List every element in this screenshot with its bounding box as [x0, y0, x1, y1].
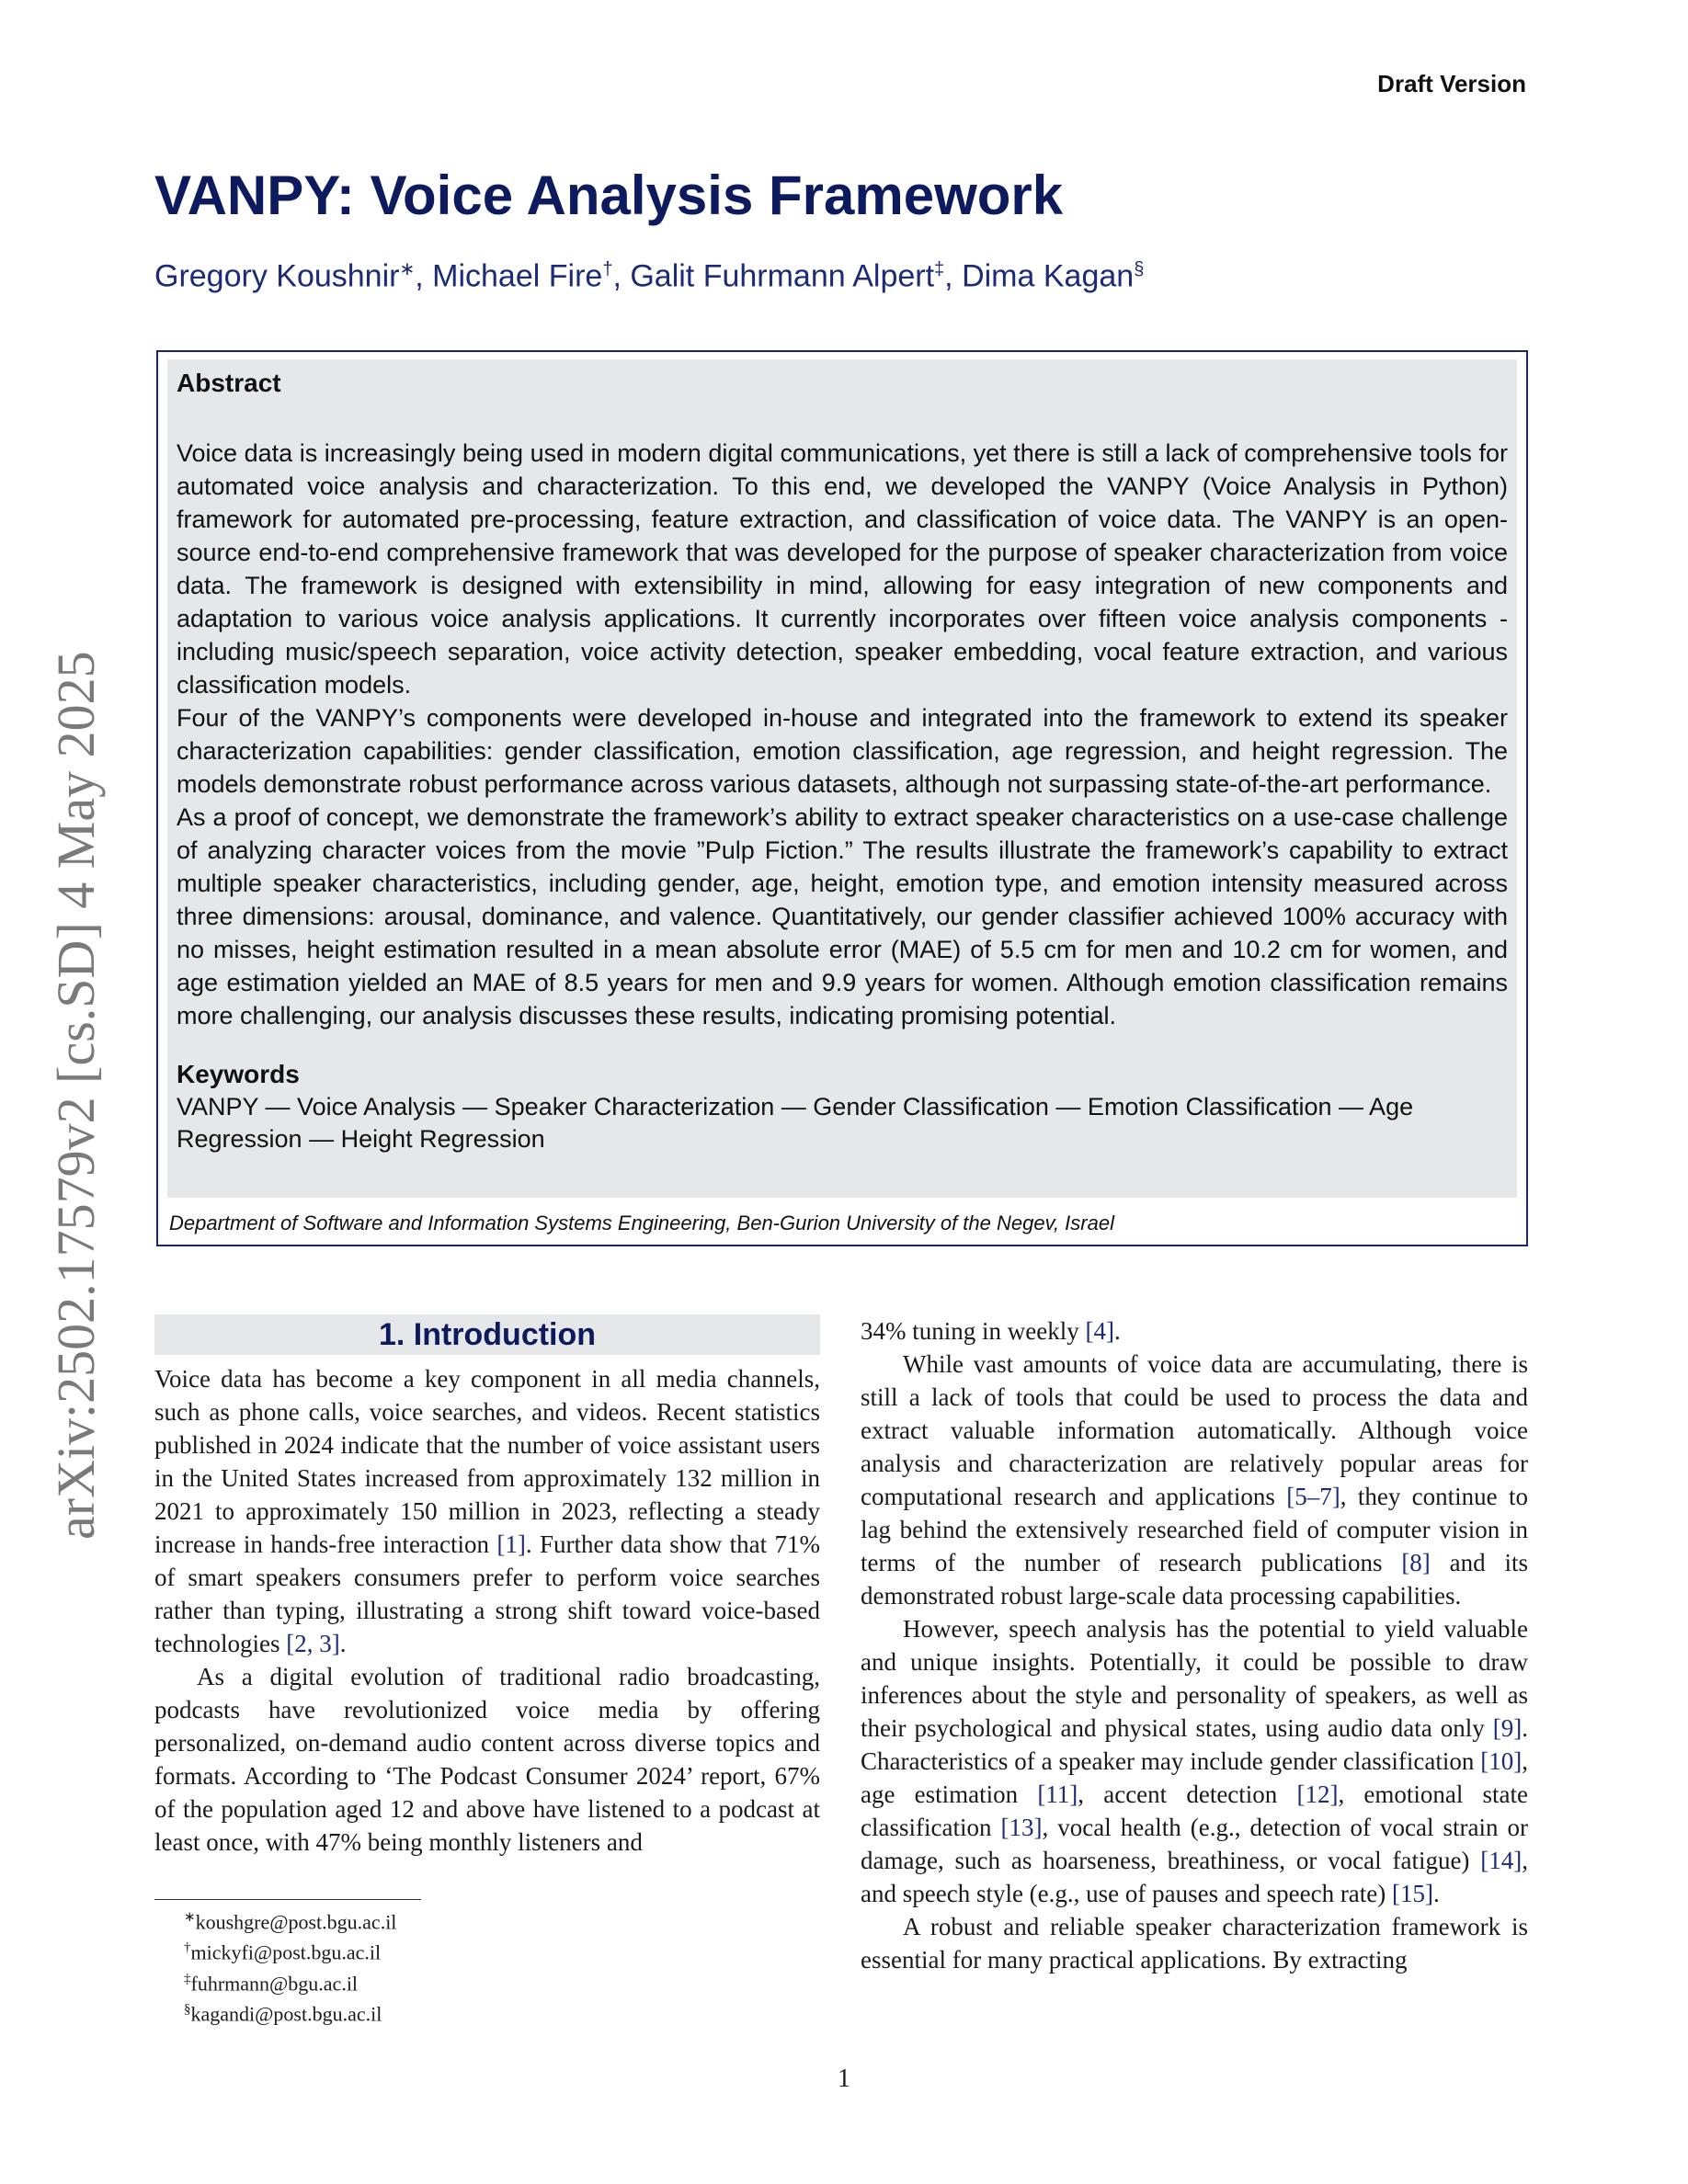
text-run: However, speech analysis has the potential to yield valuable and unique insights. Potentially, it could be possible to draw inferences about the style and personality of speakers, as well as their psychological and physical states, using audio data only — [861, 1615, 1528, 1742]
citation-link[interactable]: [4] — [1085, 1317, 1114, 1345]
text-run: , age estimation — [861, 1747, 1528, 1808]
abstract-heading: Abstract — [177, 369, 281, 397]
footnote-email[interactable]: koushgre@post.bgu.ac.il — [195, 1910, 397, 1934]
intro-paragraph: As a digital evolution of traditional radio broadcasting, podcasts have revolutionized voice media by offering personalized, on-demand audio content across diverse topics and formats. According to ‘The Podcast Consumer 2024’ report, 67% of the population aged 12 and above have listened to a podcast at least once, with 47% being monthly listeners and — [154, 1663, 820, 1856]
text-run: , accent detection — [1078, 1780, 1297, 1808]
intro-paragraph — [861, 1314, 1528, 1348]
keywords-list: VANPY — Voice Analysis — Speaker Characterization — Gender Classification — Emotion Classification — Age Regression — Height Regression — [177, 1093, 1414, 1153]
paper-title: VANPY: Voice Analysis Framework — [154, 165, 1064, 226]
author-mark: § — [1134, 259, 1145, 279]
text-run: . Characteristics of a speaker may include gender classification — [861, 1714, 1528, 1775]
text-run: While vast amounts of voice data are accumulating, there is still a lack of tools that could be used to process the data and extract valuable information automatically. Although voice analysis and characterization are relatively popular areas for computational research and applications — [861, 1350, 1528, 1510]
author-list: Gregory Koushnir∗, Michael Fire†, Galit Fuhrmann Alpert‡, Dima Kagan§ — [154, 258, 1145, 294]
footnote-item — [184, 1935, 396, 1965]
footnote-item — [184, 1966, 396, 1996]
footnote-email[interactable]: fuhrmann@bgu.ac.il — [190, 1971, 359, 1995]
footnote-divider — [154, 1899, 421, 1900]
text-run: , vocal health (e.g., detection of vocal strain or damage, such as hoarseness, breathiness, or vocal fatigue) — [861, 1814, 1528, 1874]
arxiv-sidebar-id: arXiv:2502.17579v2 [cs.SD] 4 May 2025 — [46, 651, 106, 1540]
text-run: , emotional state classification — [861, 1780, 1529, 1841]
text-run: . — [1113, 1317, 1121, 1345]
citation-link[interactable]: [8] — [1401, 1549, 1431, 1576]
affiliation: Department of Software and Information Systems Engineering, Ben-Gurion University of the Negev, Israel — [169, 1211, 1114, 1234]
author-name: Dima Kagan — [962, 258, 1135, 294]
footnote-mark: † — [184, 1940, 191, 1956]
author-mark: ∗ — [399, 259, 416, 279]
text-run: . — [339, 1630, 347, 1657]
author-name: Gregory Koushnir — [154, 258, 400, 294]
right-column — [861, 1314, 1528, 1976]
footnotes — [184, 1905, 396, 2027]
citation-link[interactable]: [2, 3] — [286, 1630, 340, 1657]
page-number: 1 — [838, 2065, 850, 2093]
citation-link[interactable]: [1] — [496, 1530, 526, 1558]
text-run: . Further data show that 71% of smart speakers consumers prefer to perform voice searches rather than typing, illustrating a strong shift toward voice-based technologies — [154, 1530, 820, 1657]
section-heading-introduction: 1. Introduction — [154, 1314, 820, 1355]
citation-link[interactable]: [5–7] — [1286, 1483, 1340, 1510]
intro-paragraph — [861, 1612, 1528, 1910]
footnote-item — [184, 1996, 396, 2027]
footnote-email[interactable]: kagandi@post.bgu.ac.il — [190, 2002, 382, 2026]
left-column — [154, 1314, 820, 1859]
citation-link[interactable]: [11] — [1037, 1780, 1078, 1808]
text-run: 34% tuning in weekly — [861, 1317, 1086, 1345]
abstract-paragraph: Voice data is increasingly being used in modern digital communications, yet there is still a lack of comprehensive tools for automated voice analysis and characterization. To this end, we developed the VANPY (Voice Analysis in Python) framework for automated pre-processing, feature extraction, and classification of voice data. The VANPY is an open-source end-to-end comprehensive framework that was developed for the purpose of speaker characterization from voice data. The framework is designed with extensibility in mind, allowing for easy integration of new components and adaptation to various voice analysis applications. It currently incorporates over fifteen voice analysis components - including music/speech separation, voice activity detection, speaker embedding, vocal feature extraction, and various classification models. — [177, 439, 1508, 699]
author-name: Galit Fuhrmann Alpert — [630, 258, 935, 294]
citation-link[interactable]: [10] — [1480, 1747, 1523, 1775]
citation-link[interactable]: [12] — [1296, 1780, 1339, 1808]
draft-label: Draft Version — [1377, 70, 1526, 97]
author-mark: † — [602, 259, 613, 279]
abstract-box — [156, 350, 1528, 1246]
abstract-paragraph: Four of the VANPY’s components were developed in-house and integrated into the framework to extend its speaker characterization capabilities: gender classification, emotion classification, age regression, and height regression. The models demonstrate robust performance across various datasets, although not surpassing state-of-the-art performance. — [177, 704, 1508, 798]
citation-link[interactable]: [15] — [1392, 1880, 1434, 1907]
text-run: , and speech style (e.g., use of pauses and speech rate) — [861, 1847, 1528, 1907]
abstract-paragraph: As a proof of concept, we demonstrate the framework’s ability to extract speaker characteristics on a use-case challenge of analyzing character voices from the movie ”Pulp Fiction.” The results illustrate the framework’s capability to extract multiple speaker characteristics, including gender, age, height, emotion type, and emotion intensity measured across three dimensions: arousal, dominance, and valence. Quantitatively, our gender classifier achieved 100% accuracy with no misses, height estimation resulted in a mean absolute error (MAE) of 5.5 cm for men and 10.2 cm for women, and age estimation yielded an MAE of 8.5 years for men and 9.9 years for women. Although emotion classification remains more challenging, our analysis discusses these results, indicating promising potential. — [177, 803, 1508, 1029]
footnote-email[interactable]: mickyfi@post.bgu.ac.il — [190, 1940, 382, 1964]
footnote-mark: ∗ — [184, 1910, 196, 1925]
text-run: , they continue to lag behind the extensively researched field of computer vision in terms of the number of research publications — [861, 1483, 1528, 1576]
footnote-mark: § — [184, 2001, 191, 2017]
citation-link[interactable]: [13] — [1000, 1814, 1043, 1841]
text-run: and its demonstrated robust large-scale data processing capabilities. — [861, 1549, 1528, 1610]
citation-link[interactable]: [14] — [1480, 1847, 1523, 1874]
footnote-item — [184, 1905, 396, 1935]
intro-paragraph: A robust and reliable speaker characterization framework is essential for many practical applications. By extracting — [861, 1913, 1528, 1974]
keywords-heading: Keywords — [177, 1060, 300, 1088]
author-mark: ‡ — [934, 259, 945, 279]
intro-paragraph — [861, 1348, 1528, 1612]
intro-paragraph — [154, 1362, 820, 1660]
footnote-mark: ‡ — [184, 1971, 191, 1986]
author-name: Michael Fire — [432, 258, 603, 294]
text-run: . — [1433, 1880, 1440, 1907]
text-run: Voice data has become a key component in all media channels, such as phone calls, voice searches, and videos. Recent statistics published in 2024 indicate that the number of voice assistant users in the United States increased from approximately 132 million in 2021 to approximately 150 million in 2023, reflecting a steady increase in hands-free interaction — [154, 1365, 820, 1558]
abstract-text — [177, 437, 1508, 1032]
citation-link[interactable]: [9] — [1492, 1714, 1523, 1742]
abstract-panel — [167, 359, 1517, 1198]
